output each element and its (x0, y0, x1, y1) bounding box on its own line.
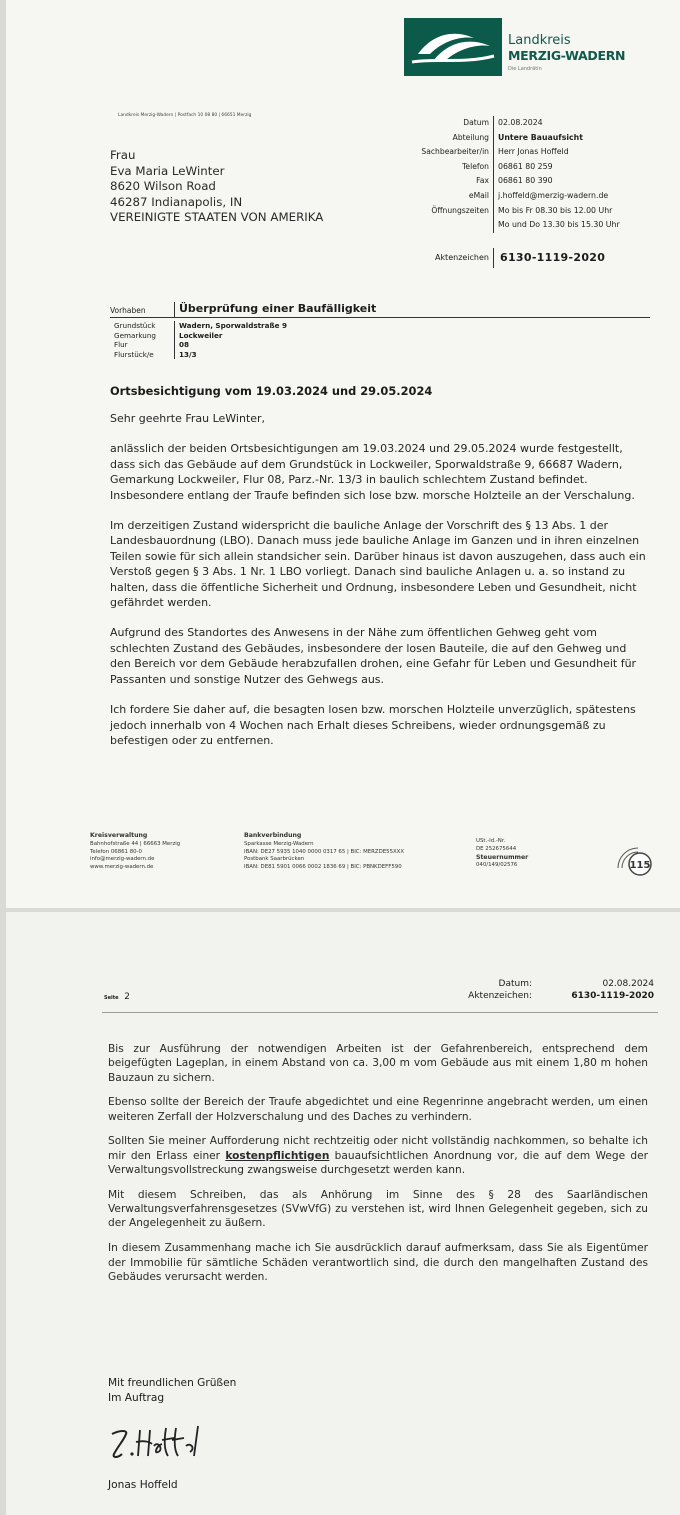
letter-page-2 (6, 912, 680, 1515)
paragraph: Ich fordere Sie daher auf, die besagten losen bzw. morschen Holzteile unverzüglich, spätestens jedoch innerhalb von 4 Wochen nach Erhalt dieses Schreibens, wieder ordnungsgemäß zu befestigen oder zu entfernen. (110, 703, 636, 747)
emphasis: kostenpflichtigen (225, 1149, 330, 1162)
info-row (366, 145, 620, 160)
info-row (366, 160, 620, 175)
footer-line: www.merzig-wadern.de (90, 864, 154, 871)
closing (108, 1376, 236, 1405)
paragraph: Mit diesem Schreiben, das als Anhörung im Sinne des § 28 des Saarländischen Verwaltungsverfahrensgesetzes (SVwVfG) zu verstehen ist, wird Ihnen Gelegenheit gegeben, sich zu der Angelegenheit zu äußern. (108, 1188, 648, 1230)
paragraph: anlässlich der beiden Ortsbesichtigungen am 19.03.2024 und 29.05.2024 wurde festgestellt, dass sich das Gebäude auf dem Grundstück in Lockweiler, Sporwaldstraße 9, 66687 Wadern, Gemarkung Lockweiler, Flur 08, Parz.-Nr. 13/3 in baulich schlechtem Zustand befindet. Insbesondere entlang der Traufe befinden sich lose bzw. morsche Holzteile an der Verschalung. (110, 442, 635, 502)
paragraph: Im derzeitigen Zustand widerspricht die bauliche Anlage der Vorschrift des § 13 Abs. 1 der Landesbauordnung (LBO). Danach muss jede bauliche Anlage im Ganzen und in ihren einzelnen Teilen sowie für sich allein standsicher sein. Darüber hinaus ist davon auszugehen, dass auch ein Verstoß gegen § 3 Abs. 1 Nr. 1 LBO vorliegt. Danach sind bauliche Anlagen u. a. so instand zu halten, dass die öffentliche Sicherheit und Ordnung, insbesondere Leben und Gesundheit, nicht gefährdet werden. (110, 519, 646, 610)
info-value: 06861 80 259 (498, 161, 553, 171)
info-label: Abteilung (366, 131, 494, 146)
footer-line: Sparkasse Merzig-Wadern (244, 840, 314, 847)
property-value: Lockweiler (179, 330, 223, 340)
date-label: Datum: (498, 979, 532, 989)
org-line-3: Die Landrätin (508, 66, 542, 72)
info-label (366, 218, 494, 233)
signer-name: Jonas Hoffeld (108, 1479, 178, 1491)
info-value: 02.08.2024 (498, 118, 543, 127)
footer-line: Bahnhofstraße 44 | 66663 Merzig (90, 840, 181, 847)
info-label: Öffnungszeiten (366, 204, 494, 219)
footer-line: IBAN: DE81 5901 0066 0002 1836 69 | BIC: PBNKDEFF590 (244, 864, 402, 871)
property-label: Gemarkung (110, 331, 175, 341)
footer-title: USt.-Id.-Nr. (476, 838, 506, 844)
district-logo-icon (404, 18, 502, 76)
paragraph: Aufgrund des Standortes des Anwesens in der Nähe zum öffentlichen Gehweg geht vom schlechten Zustand des Gebäudes, insbesondere der losen Bauteile, die auf den Gehweg und den Bereich vor dem Gebäude herabzufallen drohen, eine Gefahr für Leben und Gesundheit für Passanten und sonstige Nutzer des Gehwegs aus. (110, 626, 637, 686)
property-label: Flur (110, 340, 175, 350)
recipient-street: 8620 Wilson Road (110, 179, 216, 193)
closing-line: Mit freundlichen Grüßen (108, 1377, 237, 1389)
footer-administration (90, 832, 180, 872)
info-value: Mo bis Fr 08.30 bis 12.00 Uhr (498, 205, 613, 215)
aktenzeichen-label: Aktenzeichen (366, 248, 494, 268)
property-value: 13/3 (179, 349, 197, 359)
paragraph: Ebenso sollte der Bereich der Traufe abgedichtet und eine Regenrinne angebracht werden, um einen weiteren Zerfall der Holzverschalung und des Daches zu verhindern. (108, 1096, 648, 1123)
info-row (366, 116, 620, 131)
footer-line: DE 252675644 (476, 845, 517, 852)
signature-icon (106, 1420, 206, 1468)
info-row (366, 189, 620, 204)
footer-tax (476, 838, 528, 870)
info-row (366, 218, 620, 233)
aktenzeichen (366, 248, 605, 268)
header-divider (102, 1012, 658, 1013)
project-label: Vorhaben (110, 302, 175, 317)
info-label: eMail (366, 189, 494, 204)
page-word: Seite (104, 995, 119, 1001)
seal-text: 115 (629, 860, 651, 871)
info-value: Untere Bauaufsicht (498, 132, 583, 142)
az-label: Aktenzeichen: (468, 991, 532, 1001)
recipient-city: 46287 Indianapolis, IN (110, 194, 243, 209)
info-value: Herr Jonas Hoffeld (498, 147, 569, 157)
footer-bank (244, 832, 404, 872)
page-number-value: 2 (124, 992, 130, 1002)
text-run: bauaufsichtlichen Anordnung vor, die auf dem Wege der Verwaltungsvollstreckung zwangsweise durchgesetzt werden kann. (108, 1149, 648, 1177)
aktenzeichen-value: 6130-1119-2020 (500, 251, 606, 264)
property-label: Grundstück (110, 321, 175, 331)
org-line-2: MERZIG-WADERN (508, 48, 626, 63)
footer-line: 040/149/02576 (476, 862, 518, 869)
service-seal-icon (612, 838, 660, 882)
paragraph: Bis zur Ausführung der notwendigen Arbeiten ist der Gefahrenbereich, entsprechend dem beigefügten Lageplan, in einem Abstand von ca. 3,00 m vom Gebäude aus mit einem 1,80 m hohen Bauzaun zu sichern. (108, 1043, 648, 1084)
recipient-salutation: Frau (110, 148, 136, 162)
info-value: 06861 80 390 (498, 176, 553, 186)
info-label: Sachbearbeiter/in (366, 145, 494, 160)
recipient-address (110, 148, 323, 226)
az-value: 6130-1119-2020 (571, 991, 654, 1001)
letter-body-page-2 (108, 1042, 648, 1295)
page2-info (446, 978, 654, 1002)
letter-subject: Ortsbesichtigung vom 19.03.2024 und 29.05.2024 (110, 384, 433, 398)
project-title: Überprüfung einer Baufälligkeit (179, 302, 377, 315)
paragraph (108, 1134, 648, 1177)
footer-line: Telefon 06861 80-0 (90, 848, 142, 855)
info-label: Telefon (366, 160, 494, 175)
footer-line: Postbank Saarbrücken (244, 856, 305, 863)
info-row (366, 131, 620, 146)
date-value: 02.08.2024 (602, 979, 654, 989)
org-line-1: Landkreis (508, 33, 571, 48)
footer-line: IBAN: DE27 5935 1040 0000 0317 65 | BIC: MERZDE55XXX (244, 848, 405, 855)
info-value: Mo und Do 13.30 bis 15.30 Uhr (498, 220, 620, 230)
letter-body-page-1 (110, 411, 650, 763)
info-label: Datum (366, 116, 494, 131)
page-number (104, 992, 130, 1002)
recipient-country: VEREINIGTE STAATEN VON AMERIKA (110, 210, 324, 224)
footer-line: Steuernummer (476, 853, 529, 861)
salutation: Sehr geehrte Frau LeWinter, (110, 412, 266, 425)
project-block (110, 302, 650, 359)
info-row (366, 174, 620, 189)
recipient-name: Eva Maria LeWinter (110, 163, 225, 178)
info-row (366, 204, 620, 219)
sender-line: Landkreis Merzig-Wadern | Postfach 10 08 80 | 66651 Merzig (118, 113, 252, 118)
email-link[interactable]: j.hoffeld@merzig-wadern.de (498, 190, 609, 200)
property-value: 08 (179, 340, 190, 349)
letter-page-1 (6, 0, 680, 908)
info-label: Fax (366, 174, 494, 189)
text-run: Sollten Sie meiner Aufforderung nicht rechtzeitig oder nicht vollständig nachkommen, so behalte ich mir den Erlass einer (108, 1135, 648, 1162)
info-block (366, 116, 620, 233)
footer-title: Kreisverwaltung (90, 832, 148, 839)
closing-line: Im Auftrag (108, 1391, 165, 1404)
property-label: Flurstück/e (110, 350, 175, 360)
footer-line: info@merzig-wadern.de (90, 856, 155, 863)
footer-title: Bankverbindung (244, 832, 302, 839)
paragraph: In diesem Zusammenhang mache ich Sie ausdrücklich darauf aufmerksam, dass Sie als Eigentümer der Immobilie für sämtliche Schäden verantwortlich sind, die durch den mangelhaften Zustand des Gebäudes verursacht werden. (108, 1242, 648, 1283)
property-value: Wadern, Sporwaldstraße 9 (179, 321, 287, 330)
